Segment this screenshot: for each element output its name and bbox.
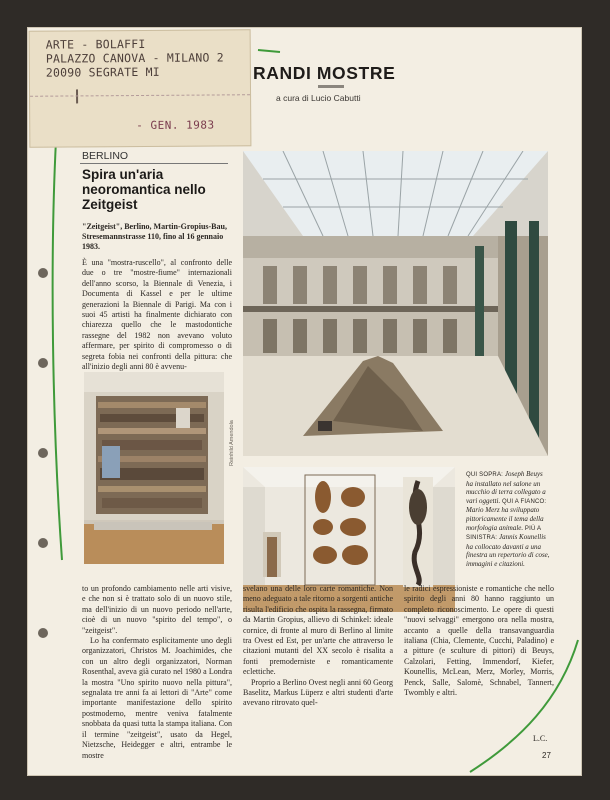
heading-rule — [318, 85, 344, 88]
date-stamp: - GEN. 1983 — [136, 118, 215, 133]
article-intro — [82, 222, 232, 252]
photo-beuys-hall — [243, 151, 548, 456]
article-body-left: È una "mostra-ruscello", al confronto delle due o tre "mostre-fiume" internazionali dell'anno scorso, la Biennale di Venezia, i Documenta di Kassel e per le ultime generazioni la Biennale di Parigi. Ma con i suoi 45 artisti ha finalmente dichiarato con chiarezza quello che le mastodontiche rassegne del 1982 non avevano voluto affermare, per spirito di compromesso o di segreta fobia nei confronti della pittura: che all'inizio degli anni 80 è avvenu- — [82, 258, 232, 372]
photo-caption — [466, 470, 550, 569]
intro-text: "Zeitgeist", Berlino, Martin-Gropius-Bau, Stresemannstrasse 110, fino al 16 gennaio 1983. — [82, 222, 227, 251]
column-1-paragraph-1: to un profondo cambiamento nelle arti visive, e che non si è trattato solo di un nuovo stile, ma dell'inizio di un nuovo periodo nell'arte, cioè di un nuovo "spirito del tempo", o "zeitgeist". — [82, 584, 232, 635]
label-line-2: PALAZZO CANOVA - MILANO 2 — [45, 50, 224, 66]
article-column-1 — [82, 584, 232, 761]
caption-lead-2: QUI A FIANCO: — [501, 498, 547, 505]
address-label — [29, 29, 252, 148]
section-heading: RANDI MOSTRE — [253, 63, 396, 83]
column-2-paragraph-1: svelano una delle loro carte romantiche. Non meno adeguato a tale ritorno a sorgenti antiche risulta l'edificio che ospita la rassegna, firmato da Martin Gropius, allievo di Schinkel: ideale cornice, di fronte al muro di Berlino al limite tra Ovest ed Est, per un'arte che attraverso le citazioni mutanti del XX secolo è risalita a fonti premoderniste e romanticamente eclettiche. — [243, 584, 393, 677]
label-line-1: ARTE - BOLAFFI — [45, 36, 146, 52]
column-1-paragraph-2: Lo ha confermato esplicitamente uno degli organizzatori, Christos M. Joachimides, che con un altro degli organizzatori, Norman Rosenthal, aveva già curato nel 1980 a Londra la mostra "Uno spirito nuovo nella pittura", segnalata tre anni fa ai lettori di "Arte" come importante manifestazione dello spirito postmoderno, mentre veniva fatalmente snobbata da quasi tutta la stampa italiana. Con il termine "zeitgeist", usato da Hegel, Nietzsche, Heidegger e altri, entrambe le mostre — [82, 636, 232, 760]
caption-text-2: Mario Merz ha sviluppato pittoricamente il tema della morfologia animale. — [466, 506, 544, 532]
caption-lead-3: PIÙ A SINISTRA: — [466, 525, 541, 542]
page-number: 27 — [542, 751, 551, 760]
caption-text-3: Jannis Kounellis ha collocato davanti a una finestra un repertorio di cose, immagini e citazioni. — [466, 533, 550, 568]
author-signature: L.C. — [533, 734, 548, 743]
beuys-hall-image — [243, 151, 548, 456]
label-line-3: 20090 SEGRATE MI — [45, 64, 160, 80]
article-column-2 — [243, 584, 393, 709]
photo-credit: Reinhild Amendola — [229, 420, 235, 466]
article-kicker: BERLINO — [82, 150, 129, 162]
curator-credit: a cura di Lucio Cabutti — [276, 93, 361, 103]
caption-lead-1: QUI SOPRA: — [466, 472, 505, 478]
label-divider — [30, 94, 250, 97]
article-title: Spira un'aria neoromantica nello Zeitgeist — [82, 167, 206, 212]
photo-kounellis-wall — [84, 372, 224, 564]
caption-text-1: Joseph Beuys ha installato nel salone un mucchio di terra collegato a vari oggetti. — [466, 470, 546, 505]
article-column-3 — [404, 584, 554, 698]
kicker-rule — [80, 163, 228, 164]
column-3-paragraph-1: le radici espressioniste e romantiche che nello spirito degli anni 80 hanno raggiunto un completo riconoscimento. Le opere di questi "nuovi selvaggi" emergono ora nella mostra, accanto a quelle della transavanguardia italiana (Chia, Clemente, Cucchi, Paladino) e a pitture (e sculture di pittori) di Beuys, Calzolari, Fetting, Immendorf, Kiefer, Kounellis, McLean, Merz, Morley, Morris, Penck, Salle, Salomè, Schnabel, Tannert, Twombly e altri. — [404, 584, 554, 698]
column-2-paragraph-2: Proprio a Berlino Ovest negli anni 60 Georg Baselitz, Markus Lüperz e altri studenti d'arte avevano ritrovato quel- — [243, 677, 393, 708]
kounellis-wall-image — [84, 372, 224, 564]
